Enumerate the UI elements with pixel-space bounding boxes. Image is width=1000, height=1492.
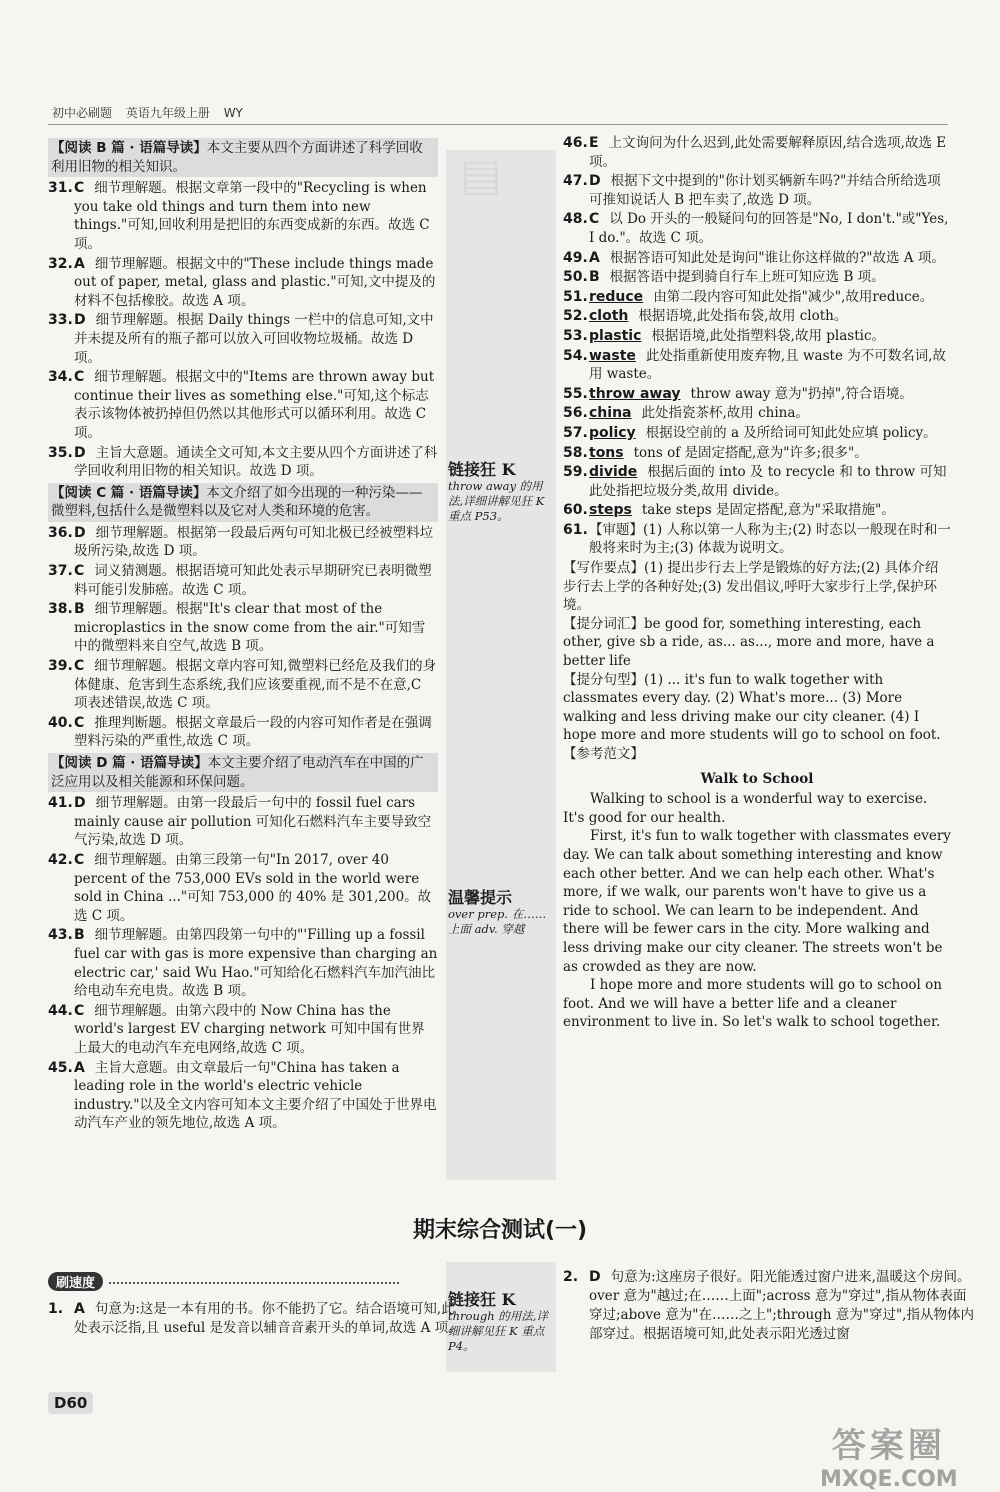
item-explanation: throw away 意为"扔掉",符合语境。	[690, 385, 913, 402]
item-explanation: 细节理解题。根据文章内容可知,微塑料已经危及我们的身体健康、危害到生态系统,我们应该要重视,而不是不在意,C 项表述错误,故选 C 项。	[74, 658, 437, 712]
answer-item	[563, 288, 951, 307]
answer-item	[48, 255, 438, 311]
item-explanation: 句意为:这座房子很好。阳光能透过窗户进来,温暖这个房间。over 意为"越过;在……上面";across 意为"穿过",指从物体表面穿过;above 意为"在……之上";through 意为"穿过",指从物体内部穿过。根据语境可知,此处表示阳光透过窗	[589, 1269, 974, 1342]
item-number: 44.	[48, 1002, 73, 1019]
item-answer: steps	[589, 502, 632, 519]
answer-item	[48, 368, 438, 442]
answer-item	[563, 521, 951, 558]
item-answer: B	[74, 927, 85, 944]
item-answer: china	[589, 405, 632, 422]
item-answer: C	[74, 851, 85, 868]
header-book: 初中必刷题	[52, 106, 113, 120]
item-explanation: 细节理解题。由第一段最后一句中的 fossil fuel cars mainly cause air pollution 可知化石燃料汽车主要导致空气污染,故选 D 项。	[74, 795, 432, 849]
item-answer: A	[74, 1059, 85, 1076]
guide-tag: 【阅读 B 篇 · 语篇导读】	[51, 140, 207, 156]
answer-item	[563, 307, 951, 326]
item-number: 42.	[48, 851, 73, 868]
item-number: 40.	[48, 714, 73, 731]
item-explanation: 以 Do 开头的一般疑问句的回答是"No, I don't."或"Yes, I do."。故选 C 项。	[589, 211, 949, 246]
item-explanation: 由第二段内容可知此处指"减少",故用reduce。	[653, 288, 934, 305]
item-number: 46.	[563, 135, 588, 151]
item-explanation: 根据下文中提到的"你计划买辆新车吗?"并结合所给选项可推知说话人 B 把车卖了,故选 D 项。	[589, 173, 941, 208]
item-number: 36.	[48, 524, 73, 541]
note-link-2	[448, 1292, 556, 1354]
watermark-line-2: MXQE.COM	[820, 1467, 958, 1492]
item-number: 34.	[48, 369, 73, 386]
item-number: 33.	[48, 312, 73, 329]
header-edition: WY	[223, 106, 243, 120]
essay-paragraph: Walking to school is a wonderful way to exercise. It's good for our health.	[563, 791, 928, 826]
item-answer: cloth	[589, 308, 629, 325]
item-explanation: 根据答语中提到骑自行车上班可知应选 B 项。	[609, 269, 885, 286]
item-explanation: 主旨大意题。通读全文可知,本文主要从四个方面讲述了科学回收利用旧物的相关知识。故选 D 项。	[74, 444, 438, 480]
item-explanation: 细节理解题。由第四段第一句中的"'Filling up a fossil fuel car with gas is more expensive than charging an electric car,' said Wu Hao."可知给化石燃料汽车加汽油比给电动车充电贵。故选 B 项。	[74, 927, 438, 1000]
answer-item	[563, 210, 951, 247]
item-explanation: 根据答语可知此处是询问"谁让你这样做的?"故选 A 项。	[609, 249, 945, 266]
running-header	[52, 104, 253, 121]
item-answer: divide	[589, 464, 638, 481]
item-answer: A	[74, 255, 85, 272]
item-answer: plastic	[589, 327, 642, 344]
item-answer: B	[589, 269, 600, 286]
answer-item	[48, 311, 438, 367]
item-number: 31.	[48, 180, 73, 197]
item-explanation: 细节理解题。由第六段中的 Now China has the world's largest EV charging network 可知中国有世界上最大的电动汽车充电网络,故选 C 项。	[74, 1002, 425, 1056]
item-answer: C	[74, 369, 85, 386]
item-number: 50.	[563, 269, 588, 286]
item-answer: D	[589, 173, 601, 190]
item-answer: C	[74, 180, 85, 197]
note-text: over prep. 在……上面 adv. 穿越	[448, 907, 547, 936]
guide-text: 本文主要介绍了电动汽车在中国的广泛应用以及相关能源和环保问题。	[51, 755, 424, 790]
note-tip	[448, 890, 556, 937]
answer-item	[48, 562, 438, 599]
item-number: 2.	[563, 1269, 579, 1285]
answer-item	[563, 268, 951, 287]
speed-badge: 刷速度	[48, 1272, 103, 1291]
writing-guide-paragraph: 【提分句型】(1) ... it's fun to walk together with classmates every day. (2) What's more... (3) More walking and less driving make our city cleaner. (4) I hope more and more students will go to school on foot.	[563, 671, 941, 744]
item-number: 43.	[48, 927, 73, 944]
item-answer: C	[589, 211, 600, 228]
item-answer: D	[74, 444, 86, 461]
answer-item	[48, 179, 438, 253]
item-explanation: 此处指重新使用废弃物,且 waste 为不可数名词,故用 waste。	[589, 347, 947, 383]
item-answer: policy	[589, 424, 636, 441]
item-answer: D	[74, 524, 86, 541]
guide-tag: 【阅读 C 篇 · 语篇导读】	[51, 484, 207, 501]
speed-bar	[48, 1272, 428, 1291]
item-answer: C	[74, 1002, 85, 1019]
item-explanation: 细节理解题。根据 Daily things 一栏中的信息可知,文中并未提及所有的瓶子都可以放入可回收物垃圾桶。故选 D 项。	[74, 312, 434, 366]
dotted-rule	[109, 1282, 399, 1284]
header-rule	[48, 124, 948, 125]
item-number: 39.	[48, 658, 73, 675]
answer-item	[563, 134, 951, 171]
writing-guide-paragraph: 【参考范文】	[563, 746, 644, 762]
guide-tag: 【阅读 D 篇 · 语篇导读】	[51, 755, 208, 771]
essay-title: Walk to School	[700, 770, 814, 787]
note-text: through 的用法,详细讲解见狂 K 重点 P4。	[448, 1309, 548, 1353]
answer-item	[563, 249, 951, 268]
item-number: 38.	[48, 601, 73, 618]
item-number: 32.	[48, 255, 73, 272]
answer-item	[563, 404, 951, 423]
item-explanation: 细节理解题。根据文中的"Items are thrown away but continue their lives as something else."可知,这个标志表示该物体被扔掉但仍然以其他形式可以循环利用。故选 C 项。	[74, 369, 435, 441]
answer-item	[48, 794, 438, 850]
item-explanation: 此处指瓷茶杯,故用 china。	[641, 405, 809, 422]
left-column	[48, 136, 438, 1134]
answer-item	[48, 714, 438, 751]
item-explanation: tons of 是固定搭配,意为"许多;很多"。	[633, 444, 868, 461]
right-items	[563, 134, 951, 764]
item-number: 54.	[563, 347, 588, 364]
note-link-1	[448, 462, 556, 524]
item-number: 37.	[48, 563, 73, 580]
item-answer: tons	[589, 444, 624, 461]
watermark-logo	[820, 1418, 958, 1492]
answer-item	[48, 926, 438, 1000]
note-text: throw away 的用法,详细讲解见狂 K 重点 P53。	[448, 479, 545, 523]
page-number: D60	[48, 1392, 93, 1414]
item-explanation: 细节理解题。由第三段第一句"In 2017, over 40 percent of the 753,000 EVs sold in the world were sold in China ..."可知 753,000 的 40% 是 301,200。故选 C 项。	[74, 851, 432, 924]
item-explanation: 根据语境,此处指塑料袋,故用 plastic。	[651, 327, 886, 344]
item-explanation: 根据后面的 into 及 to recycle 和 to throw 可知此处指把垃圾分类,故用 divide。	[589, 464, 947, 499]
answer-item	[563, 172, 951, 209]
item-explanation: 细节理解题。根据第一段最后两句可知北极已经被塑料垃圾所污染,故选 D 项。	[74, 524, 434, 560]
model-essay	[563, 770, 951, 1032]
answer-item	[563, 463, 951, 500]
essay-paragraph: I hope more and more students will go to school on foot. And we will have a better life and a cleaner environment to live in. So let's walk to school together.	[563, 977, 942, 1031]
answer-item	[563, 347, 951, 384]
item-explanation: 细节理解题。根据"It's clear that most of the microplastics in the snow come from the air."可知雪中的微塑料来自空气,故选 B 项。	[74, 601, 426, 655]
answer-item	[48, 657, 438, 713]
item-answer: D	[74, 312, 86, 329]
item-explanation: 主旨大意题。由文章最后一句"China has taken a leading role in the world's electric vehicle industry."以及全文内容可知本文主要介绍了中国处于世界电动汽车产业的领先地位,故选 A 项。	[74, 1059, 437, 1132]
item-answer: E	[589, 135, 599, 151]
item-number: 61.	[563, 521, 588, 538]
item-number: 58.	[563, 444, 588, 461]
item-explanation: 根据语境,此处指布袋,故用 cloth。	[638, 308, 848, 325]
answer-item-2	[563, 1268, 977, 1344]
item-answer: C	[74, 563, 85, 580]
item-number: 1.	[48, 1301, 64, 1317]
item-answer: A	[589, 249, 600, 266]
item-explanation: take steps 是固定搭配,意为"采取措施"。	[641, 502, 895, 519]
item-number: 60.	[563, 502, 588, 519]
answer-item	[48, 1059, 438, 1133]
answer-item	[48, 600, 438, 656]
answer-item	[48, 851, 438, 925]
item-answer: waste	[589, 347, 636, 364]
right-column	[563, 134, 951, 1032]
item-number: 56.	[563, 405, 588, 422]
section-title: 期末综合测试(一)	[412, 1218, 588, 1243]
faded-heading: ▤	[460, 150, 502, 201]
guide-text: 本文介绍了如今出现的一种污染——微塑料,包括什么是微塑料以及它对人类和环境的危害。	[51, 484, 423, 520]
item-answer: throw away	[589, 385, 681, 402]
item-number: 59.	[563, 464, 588, 481]
item-number: 53.	[563, 327, 588, 344]
answer-item	[563, 385, 951, 404]
middle-gutter	[446, 150, 556, 1180]
item-number: 55.	[563, 385, 588, 402]
writing-guide-paragraph: 【写作要点】(1) 提出步行去上学是锻炼的好方法;(2) 具体介绍步行去上学的各种好处;(3) 发出倡议,呼吁大家步行上学,保护环境。	[563, 560, 939, 614]
answer-item	[563, 424, 951, 443]
item-explanation: 上文询问为什么迟到,此处需要解释原因,结合选项,故选 E 项。	[589, 135, 947, 170]
answer-item-1	[48, 1300, 464, 1338]
item-answer: reduce	[589, 288, 644, 305]
note-title: 链接狂 K	[448, 460, 516, 479]
passage-guide	[48, 753, 438, 792]
header-subject: 英语九年级上册	[125, 106, 210, 120]
item-explanation: 句意为:这是一本有用的书。你不能扔了它。结合语境可知,此处表示泛指,且 useful 是发音以辅音音素开头的单词,故选 A 项。	[74, 1301, 462, 1336]
answer-item	[563, 501, 951, 520]
answer-item	[48, 1002, 438, 1058]
item-number: 51.	[563, 288, 588, 305]
watermark-line-1: 答案圈	[831, 1426, 946, 1466]
item-answer: C	[74, 658, 85, 675]
item-number: 47.	[563, 173, 588, 190]
item-number: 48.	[563, 211, 588, 228]
item-number: 57.	[563, 424, 588, 441]
item-explanation: 推理判断题。根据文章最后一段的内容可知作者是在强调塑料污染的严重性,故选 C 项。	[74, 714, 432, 750]
item-number: 35.	[48, 444, 73, 461]
item-explanation: 词义猜测题。根据语境可知此处表示早期研究已表明微塑料可能引发肺癌。故选 C 项。	[74, 563, 432, 598]
writing-guide-paragraph: 【提分词汇】be good for, something interesting, each other, give sb a ride, as... as..., more and more, have a better life	[563, 615, 935, 670]
guide-text: 本文主要从四个方面讲述了科学回收利用旧物的相关知识。	[51, 140, 423, 175]
note-title: 链接狂 K	[448, 1290, 516, 1309]
item-explanation: 【审题】(1) 人称以第一人称为主;(2) 时态以一般现在时和一般将来时为主;(3) 体裁为说明文。	[589, 521, 951, 557]
item-answer: D	[589, 1269, 601, 1285]
item-number: 52.	[563, 308, 588, 325]
answer-item	[48, 524, 438, 561]
item-number: 45.	[48, 1059, 73, 1076]
item-answer: D	[74, 795, 86, 812]
passage-guide	[48, 138, 438, 177]
passage-guide	[48, 483, 438, 522]
item-explanation: 细节理解题。根据文中的"These include things made out of paper, metal, glass and plastic."可知,文中提及的材料不包括橡胶。故选 A 项。	[74, 255, 436, 309]
answer-item	[563, 327, 951, 346]
item-explanation: 细节理解题。根据文章第一段中的"Recycling is when you take old things and turn them into new things."可知,回收利用是把旧的东西变成新的东西。故选 C 项。	[74, 180, 430, 252]
answer-item	[563, 444, 951, 463]
answer-item	[48, 444, 438, 481]
essay-paragraph: First, it's fun to walk together with classmates every day. We can talk about something interesting and know each other better. And we can help each other. What's more, if we walk, our parents won't have to give us a ride to school. We can learn to be independent. And there will be fewer cars in the city. More walking and less driving make our city cleaner. The streets won't be as crowded as they are now.	[563, 828, 951, 975]
note-title: 温馨提示	[448, 888, 513, 907]
item-answer: B	[74, 601, 85, 618]
item-explanation: 根据设空前的 a 及所给词可知此处应填 policy。	[645, 424, 937, 441]
item-answer: C	[74, 714, 85, 731]
item-answer: A	[74, 1301, 85, 1317]
item-number: 41.	[48, 795, 73, 812]
item-number: 49.	[563, 249, 588, 266]
